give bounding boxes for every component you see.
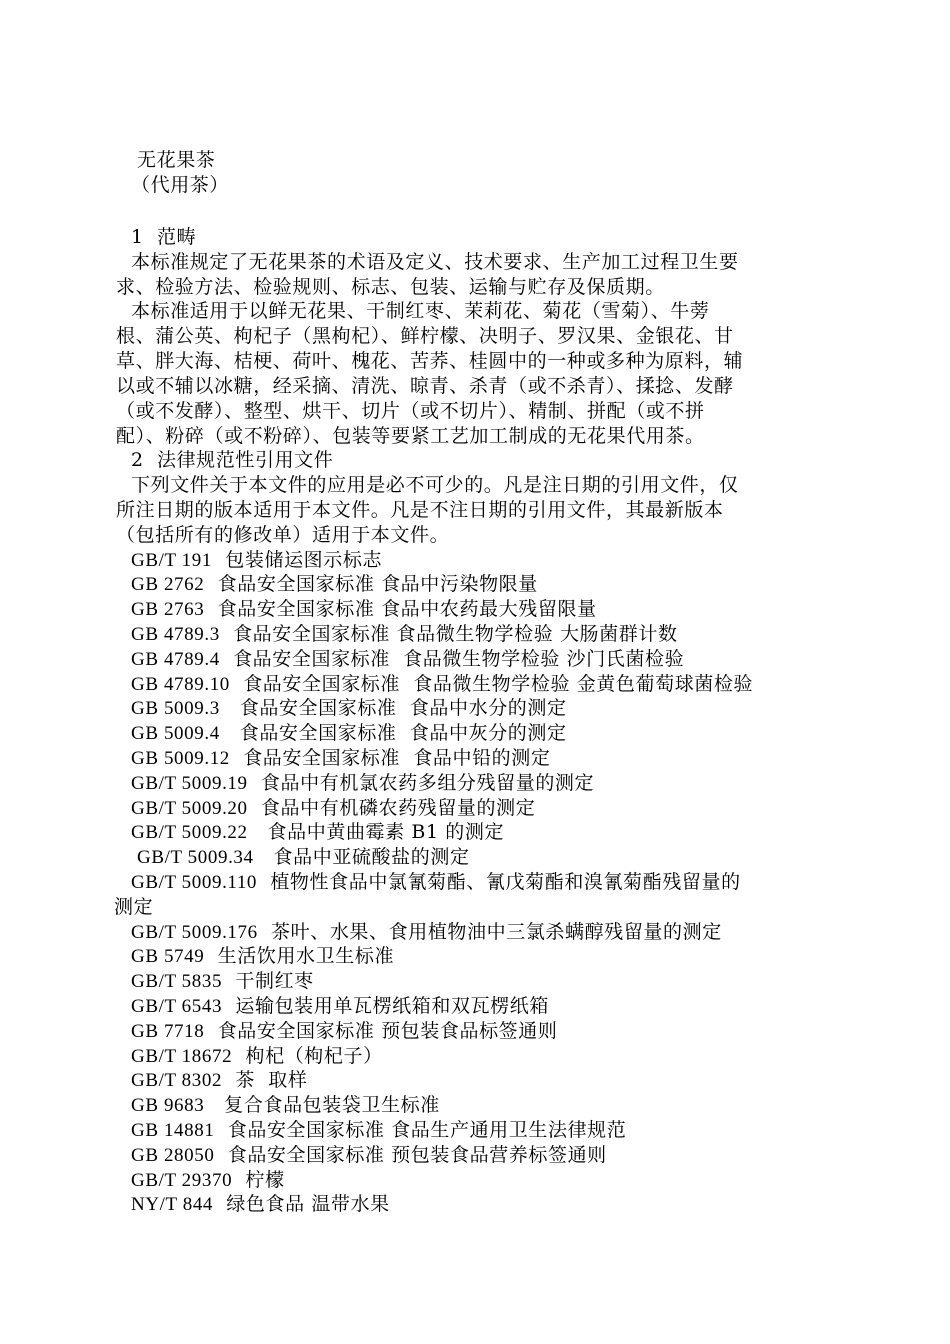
reference-title: 食品安全国家标准 预包装食品营养标签通则 [227, 1144, 607, 1166]
reference-item [131, 696, 567, 721]
reference-code: GB/T 5835 [131, 971, 223, 992]
reference-code: GB 2763 [131, 599, 205, 620]
reference-title: 枸杞（枸杞子） [245, 1045, 383, 1067]
reference-item [131, 572, 538, 597]
paragraph-line: （包括所有的修改单）适用于本文件。 [116, 524, 450, 546]
reference-item [131, 1019, 557, 1044]
reference-title: 食品安全国家标准 食品中灰分的测定 [233, 722, 567, 744]
reference-title: 复合食品包装袋卫生标准 [217, 1094, 440, 1116]
reference-item [137, 845, 470, 870]
reference-title: 食品安全国家标准 食品微生物学检验 沙门氏菌检验 [233, 648, 685, 670]
reference-code: GB/T 5009.34 [137, 847, 254, 868]
reference-code: GB/T 5009.110 [131, 872, 258, 893]
reference-title: 食品安全国家标准 食品生产通用卫生法律规范 [227, 1119, 627, 1141]
document-subtitle: （代用茶） [131, 174, 230, 196]
reference-item [131, 647, 684, 672]
reference-item [131, 1118, 626, 1143]
reference-item [131, 548, 382, 573]
reference-code: GB 5749 [131, 946, 205, 967]
document-title: 无花果茶 [137, 149, 216, 171]
reference-title: 茶 取样 [235, 1069, 308, 1091]
reference-title: 生活饮用水卫生标准 [217, 945, 395, 967]
reference-title: 食品安全国家标准 食品微生物学检验 金黄色葡萄球菌检验 [243, 673, 754, 695]
reference-code: GB 5009.4 [131, 723, 220, 744]
reference-item [131, 721, 567, 746]
reference-code: GB 2762 [131, 574, 205, 595]
paragraph-line: 根、蒲公英、枸杞子（黑枸杞）、鲜柠檬、决明子、罗汉果、金银花、甘 [116, 325, 734, 347]
reference-item [131, 771, 594, 796]
reference-code: GB 5009.3 [131, 698, 220, 719]
paragraph-line: 本标准规定了无花果茶的术语及定义、技术要求、生产加工过程卫生要 [131, 251, 739, 273]
reference-code: GB 5009.12 [131, 748, 230, 769]
section-heading: 2 法律规范性引用文件 [131, 449, 334, 471]
reference-title: 食品安全国家标准 食品中铅的测定 [243, 747, 551, 769]
reference-title: 柠檬 [245, 1169, 285, 1191]
reference-code: GB 4789.3 [131, 624, 220, 645]
reference-title: 食品安全国家标准 食品中污染物限量 [217, 573, 538, 595]
reference-item [131, 672, 753, 697]
reference-code: GB 4789.4 [131, 649, 220, 670]
reference-item-continuation: 测定 [114, 896, 154, 918]
reference-item [131, 597, 597, 622]
reference-code: GB 4789.10 [131, 674, 230, 695]
reference-title: 食品中有机磷农药残留量的测定 [260, 797, 536, 819]
paragraph-line: 以或不辅以冰糖，经采摘、清洗、晾青、杀青（或不杀青）、揉捻、发酵 [116, 375, 734, 397]
reference-code: GB/T 5009.19 [131, 773, 248, 794]
reference-item [131, 994, 549, 1019]
reference-code: GB/T 18672 [131, 1046, 233, 1067]
reference-title: 食品中有机氯农药多组分残留量的测定 [260, 772, 595, 794]
reference-code: GB 7718 [131, 1021, 205, 1042]
reference-item [131, 944, 394, 969]
paragraph-line: 草、胖大海、桔梗、荷叶、槐花、苦荞、桂圆中的一种或多种为原料，辅 [116, 350, 744, 372]
reference-item [131, 1044, 383, 1069]
reference-item [131, 969, 314, 994]
paragraph-line: 配）、粉碎（或不粉碎）、包装等要紧工艺加工制成的无花果代用茶。 [116, 425, 705, 447]
reference-title: 食品安全国家标准 食品中农药最大残留限量 [217, 598, 597, 620]
reference-title: 食品安全国家标准 食品微生物学检验 大肠菌群计数 [233, 623, 678, 645]
reference-code: GB/T 191 [131, 550, 212, 571]
reference-code: GB/T 8302 [131, 1070, 223, 1091]
paragraph-line: 所注日期的版本适用于本文件。凡是不注日期的引用文件，其最新版本 [116, 499, 724, 521]
section-heading: 1 范畴 [131, 226, 197, 248]
reference-title: 茶叶、水果、食用植物油中三氯杀螨醇残留量的测定 [271, 921, 722, 943]
reference-title: 绿色食品 温带水果 [226, 1193, 390, 1215]
reference-title: 食品中黄曲霉素 B1 的测定 [260, 821, 505, 843]
paragraph-line: 求、检验方法、检验规则、标志、包装、运输与贮存及保质期。 [116, 276, 665, 298]
reference-title: 包装储运图示标志 [225, 549, 383, 571]
reference-code: NY/T 844 [131, 1194, 214, 1215]
reference-code: GB/T 5009.20 [131, 798, 248, 819]
reference-item [131, 1168, 285, 1193]
reference-title: 干制红枣 [235, 970, 314, 992]
reference-code: GB/T 5009.176 [131, 922, 258, 943]
reference-code: GB/T 6543 [131, 996, 223, 1017]
reference-item [131, 1192, 390, 1217]
reference-code: GB 28050 [131, 1145, 215, 1166]
reference-item [131, 920, 722, 945]
reference-code: GB/T 5009.22 [131, 822, 248, 843]
reference-item [131, 622, 678, 647]
reference-code: GB 14881 [131, 1120, 215, 1141]
reference-item [131, 870, 741, 895]
reference-title: 食品安全国家标准 食品中水分的测定 [233, 697, 567, 719]
reference-title: 食品安全国家标准 预包装食品标签通则 [217, 1020, 558, 1042]
reference-title: 运输包装用单瓦楞纸箱和双瓦楞纸箱 [235, 995, 549, 1017]
reference-item [131, 796, 535, 821]
reference-item [131, 820, 504, 845]
reference-item [131, 1143, 607, 1168]
paragraph-line: 本标准适用于以鲜无花果、干制红枣、茉莉花、菊花（雪菊）、牛蒡 [131, 300, 710, 322]
reference-title: 植物性食品中氯氰菊酯、氰戊菊酯和溴氰菊酯残留量的 [270, 871, 741, 893]
reference-title: 食品中亚硫酸盐的测定 [266, 846, 470, 868]
reference-item [131, 746, 550, 771]
paragraph-line: （或不发酵）、整型、烘干、切片（或不切片）、精制、拼配（或不拼 [116, 400, 705, 422]
reference-code: GB 9683 [131, 1095, 205, 1116]
paragraph-line: 下列文件关于本文件的应用是必不可少的。凡是注日期的引用文件，仅 [131, 474, 739, 496]
reference-item [131, 1093, 440, 1118]
reference-item [131, 1068, 307, 1093]
reference-code: GB/T 29370 [131, 1170, 233, 1191]
